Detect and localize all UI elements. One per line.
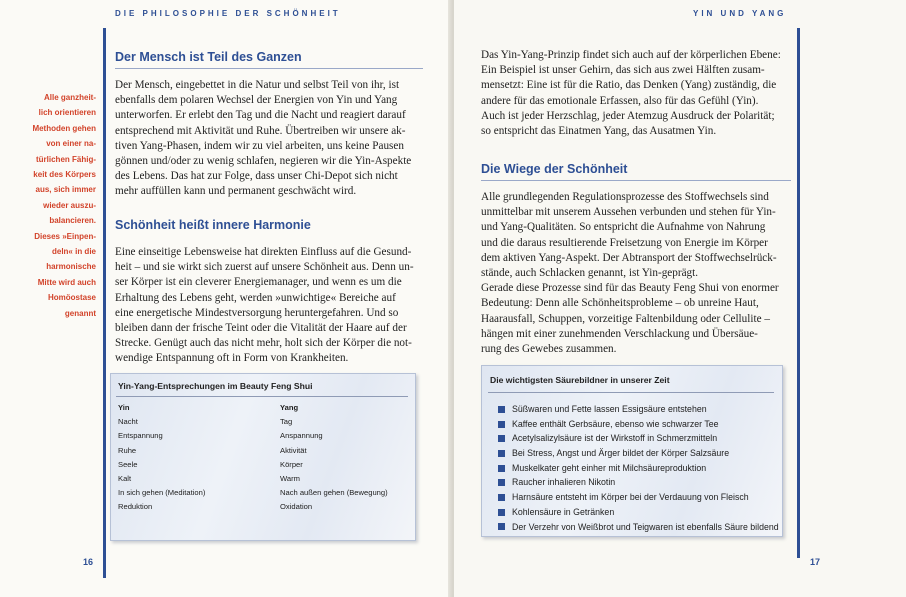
heading-underline	[481, 180, 791, 181]
table-cell: Anspannung	[280, 431, 323, 441]
sidenote-line: lich orientieren	[38, 108, 96, 118]
list-item	[498, 446, 779, 461]
text-line: wendige Entspannung oft in Form von Krankheiten.	[115, 352, 349, 365]
heading-underline	[115, 68, 423, 69]
text-line: tiven Yang-Phasen, indem wir zu viel arbeiten, uns keine Pausen	[115, 139, 404, 152]
acid-list	[498, 402, 779, 534]
text-line: hängen mit einer zunehmenden Verschlackung und Übersäue-	[481, 327, 758, 340]
text-line: mensetzt: Eine ist für die Ratio, das Denken (Yang) zuständig, die	[481, 79, 777, 92]
sidenote-line: von einer na-	[46, 139, 96, 149]
list-item	[498, 490, 779, 505]
paragraph-mensch	[115, 78, 427, 200]
table-cell: Aktivität	[280, 445, 307, 455]
bullet-square-icon	[498, 421, 505, 428]
yang-column	[280, 401, 410, 515]
text-line: Gerade diese Prozesse sind für das Beauty Feng Shui von enormer	[481, 282, 779, 295]
text-line: und Yang-Qualitäten. So entspricht die Aufnahme von Nahrung	[481, 221, 766, 234]
bullet-square-icon	[498, 450, 505, 457]
list-title-rule	[488, 392, 774, 393]
bullet-square-icon	[498, 479, 505, 486]
list-item	[498, 475, 779, 490]
sidenote-line: harmonische	[46, 262, 96, 272]
text-line: gönnen und/oder zu wenig schlafen, negieren wir die Yin-Aspekte	[115, 155, 412, 168]
text-line: Der Mensch, eingebettet in die Natur und selbst Teil von ihr, ist	[115, 79, 400, 91]
sidenote-line: Homöostase	[47, 293, 96, 303]
list-item-text: Süßwaren und Fette lassen Essigsäure entstehen	[512, 404, 707, 414]
table-cell: Seele	[118, 459, 138, 469]
list-item-text: Harnsäure entsteht im Körper bei der Verdauung von Fleisch	[512, 492, 749, 503]
sidenote-line: Mitte wird auch	[37, 277, 96, 287]
paragraph-intro	[481, 48, 793, 139]
text-line: ebenfalls dem polaren Wechsel der Energien von Yin und Yang	[115, 94, 398, 107]
text-line: entsprechend mit Aktivität und Ruhe. Übertreiben wir unsere ak-	[115, 124, 406, 137]
sidenote-line: türlichen Fähig-	[36, 154, 96, 164]
table-cell: Oxidation	[280, 502, 313, 512]
sidenote-line: Alle ganzheit-	[43, 93, 96, 102]
bullet-square-icon	[498, 465, 505, 472]
text-line: Erhaltung des Lebens geht, werden »unwichtige« Bereiche auf	[115, 291, 396, 304]
text-line: mehr auffüllen kann und permanent geschwächt wird.	[115, 185, 357, 198]
text-line: heit – und sie wirkt sich zuerst auf unsere Schönheit aus. Denn un-	[115, 261, 414, 274]
sidenote-line: genannt	[64, 308, 96, 318]
list-item-text: Raucher inhalieren Nikotin	[512, 477, 616, 488]
text-line: Haarausfall, Schuppen, vorzeitige Faltenbildung oder Cellulite –	[481, 312, 770, 325]
bullet-square-icon	[498, 494, 505, 501]
table-cell: Entspannung	[118, 431, 163, 441]
yin-column	[118, 401, 258, 515]
left-margin-rule	[103, 28, 106, 578]
list-item	[498, 417, 779, 432]
sidenote-line: wieder auszu-	[43, 200, 96, 210]
list-item-text: Acetylsalizylsäure ist der Wirkstoff in Schmerzmitteln	[512, 433, 718, 444]
sidenote	[26, 90, 96, 321]
table-cell: Nach außen gehen (Bewegung)	[280, 488, 388, 498]
section-heading-mensch: Der Mensch ist Teil des Ganzen	[115, 50, 302, 64]
table-cell: Tag	[280, 417, 293, 427]
sidenote-line: deln« in die	[51, 247, 96, 257]
table-title-rule	[116, 396, 408, 397]
section-heading-harmonie: Schönheit heißt innere Harmonie	[115, 218, 311, 232]
list-item-text: Bei Stress, Angst und Ärger bildet der Körper Salzsäure	[512, 448, 730, 459]
text-line: stände, auch Schlacken genannt, ist Yin-geprägt.	[481, 267, 699, 280]
list-item	[498, 520, 779, 535]
text-line: Ein Beispiel ist unser Gehirn, das sich aus zwei Hälften zusam-	[481, 64, 765, 77]
text-line: Bedeutung: Denn alle Schönheitsprobleme – ob unreine Haut,	[481, 297, 759, 310]
right-margin-rule	[797, 28, 800, 558]
text-line: unmittelbar mit unserem Aussehen verbunden und stehen für Yin-	[481, 206, 776, 219]
table-cell: Reduktion	[118, 502, 153, 512]
text-line: Das Yin-Yang-Prinzip findet sich auch auf der körperlichen Ebene:	[481, 49, 781, 61]
bullet-square-icon	[498, 523, 505, 530]
text-line: ser Körper ist ein cleverer Energiemanager, und wenn es um die	[115, 276, 402, 289]
text-line: Eine einseitige Lebensweise hat direkten Einfluss auf die Gesund-	[115, 246, 412, 258]
list-item	[498, 505, 779, 520]
table-cell: Nacht	[118, 417, 138, 427]
sidenote-line: balancieren.	[49, 216, 96, 226]
table-cell: Warm	[280, 473, 300, 483]
sidenote-line: keit des Körpers	[33, 170, 96, 180]
text-line: dem aktiven Yang-Aspekt. Der Abtransport der Stoffwechselrück-	[481, 251, 777, 264]
paragraph-wiege	[481, 190, 793, 357]
sidenote-line: Methoden gehen	[32, 123, 96, 133]
list-item-text: Kaffee enthält Gerbsäure, ebenso wie schwarzer Tee	[512, 418, 719, 429]
text-line: unterworfen. Er erlebt den Tag und die Nacht und reagiert darauf	[115, 109, 406, 122]
list-item	[498, 431, 779, 446]
table-cell: Ruhe	[118, 445, 137, 455]
table-cell: In sich gehen (Meditation)	[118, 488, 206, 498]
running-head-left: DIE PHILOSOPHIE DER SCHÖNHEIT	[115, 9, 341, 18]
list-item	[498, 402, 779, 417]
list-box-title: Die wichtigsten Säurebildner in unserer Zeit	[490, 375, 670, 385]
table-cell: Körper	[280, 459, 303, 469]
text-line: so entspricht das Einatmen Yang, das Ausatmen Yin.	[481, 125, 717, 138]
list-item-text: Der Verzehr von Weißbrot und Teigwaren ist ebenfalls Säure bildend	[512, 521, 779, 532]
sidenote-line: aus, sich immer	[35, 185, 96, 195]
list-item-text: Muskelkater geht einher mit Milchsäureproduktion	[512, 462, 707, 473]
column-header-yang: Yang	[280, 403, 299, 412]
text-line: andere für das emotionale Erfassen, also für das Gefühl (Yin).	[481, 94, 759, 107]
page-number-left: 16	[83, 557, 94, 567]
section-heading-wiege: Die Wiege der Schönheit	[481, 162, 628, 176]
paragraph-harmonie	[115, 245, 427, 367]
text-line: rung des Gewebes zusammen.	[481, 343, 617, 356]
bullet-square-icon	[498, 509, 505, 516]
bullet-square-icon	[498, 435, 505, 442]
table-box-title: Yin-Yang-Entsprechungen im Beauty Feng Shui	[118, 381, 313, 391]
list-item-text: Kohlensäure in Getränken	[512, 506, 615, 517]
text-line: und die daraus resultierende Freisetzung von Energie im Körper	[481, 236, 768, 249]
page-number-right: 17	[810, 557, 821, 567]
column-header-yin: Yin	[118, 403, 130, 412]
text-line: bleiben dann der frische Teint oder die Vitalität der Haare auf der	[115, 322, 407, 335]
text-line: Strecke. Genügt auch das nicht mehr, holt sich der Körper die not-	[115, 337, 412, 350]
text-line: Alle grundlegenden Regulationsprozesse des Stoffwechsels sind	[481, 191, 769, 203]
text-line: eine energetische Mindestversorgung heruntergefahren. Und so	[115, 306, 399, 319]
sidenote-line: Dieses »Einpen-	[34, 231, 96, 241]
text-line: Auch ist jeder Herzschlag, jeder Atemzug Ausdruck der Polarität;	[481, 109, 775, 122]
list-item	[498, 461, 779, 476]
table-cell: Kalt	[118, 473, 132, 483]
bullet-square-icon	[498, 406, 505, 413]
running-head-right: YIN UND YANG	[693, 9, 787, 18]
text-line: des Lebens. Das hat zur Folge, dass unser Chi-Depot sich nicht	[115, 170, 398, 183]
